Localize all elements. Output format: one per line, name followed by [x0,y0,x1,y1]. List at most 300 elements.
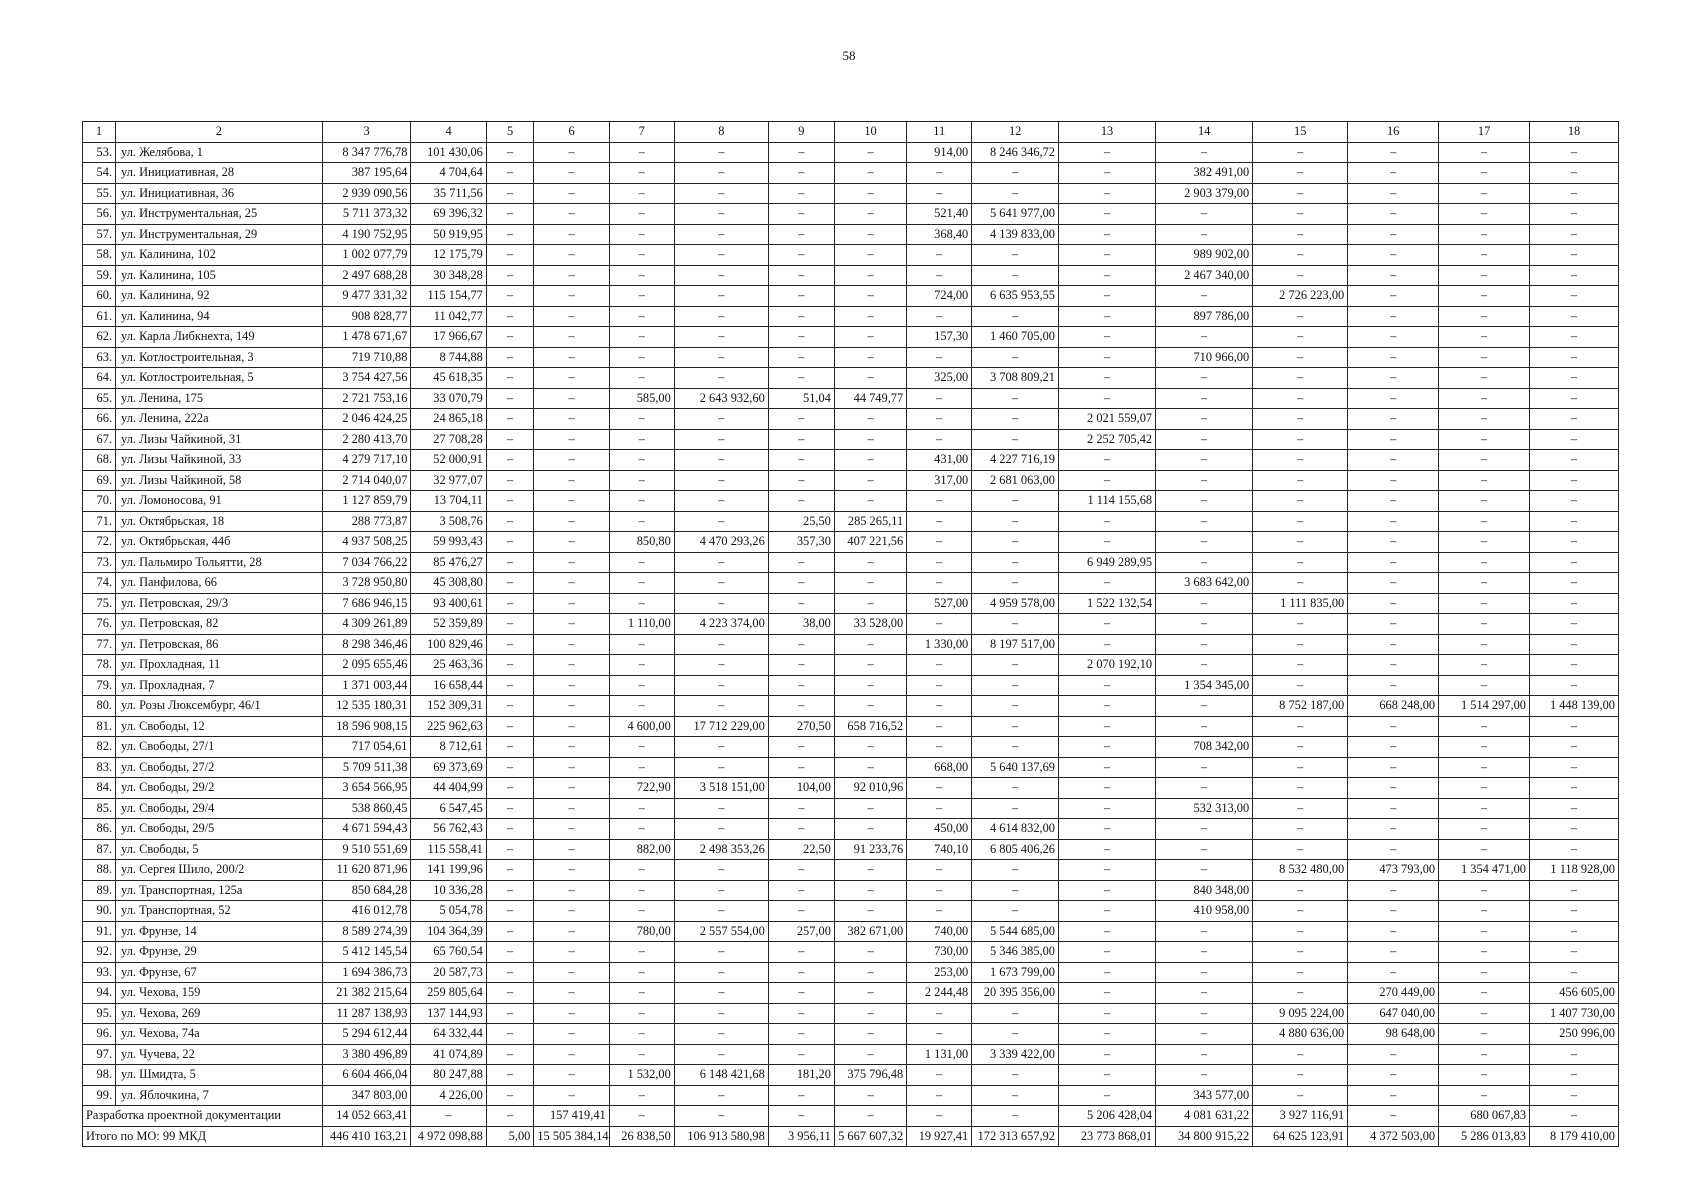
table-row [83,675,1619,696]
value-cell: 24 865,18 [411,409,486,430]
empty-cell: – [1439,429,1530,450]
empty-cell: – [609,655,674,676]
empty-cell: – [1253,1085,1348,1106]
empty-cell: – [1439,573,1530,594]
empty-cell: – [1439,368,1530,389]
value-cell: 1 371 003,44 [322,675,411,696]
row-index: 54. [83,163,116,184]
value-cell: 1 114 155,68 [1059,491,1156,512]
empty-cell: – [534,511,609,532]
empty-cell: – [534,942,609,963]
value-cell: 1 110,00 [609,614,674,635]
value-cell: 317,00 [907,470,972,491]
empty-cell: – [972,306,1059,327]
empty-cell: – [1156,716,1253,737]
value-cell: 30 348,28 [411,265,486,286]
empty-cell: – [486,368,534,389]
empty-cell: – [1059,716,1156,737]
empty-cell: – [674,327,768,348]
empty-cell: – [1253,306,1348,327]
empty-cell: – [1156,1065,1253,1086]
empty-cell: – [1059,798,1156,819]
column-number: 3 [322,122,411,143]
empty-cell: – [1253,368,1348,389]
empty-cell: – [972,245,1059,266]
value-cell: 416 012,78 [322,901,411,922]
empty-cell: – [1348,921,1439,942]
address-cell: ул. Калинина, 92 [116,286,323,307]
empty-cell: – [609,204,674,225]
empty-cell: – [534,1003,609,1024]
value-cell: 722,90 [609,778,674,799]
empty-cell: – [534,245,609,266]
value-cell: 270,50 [768,716,834,737]
summary-value-cell: 157 419,41 [534,1106,609,1127]
empty-cell: – [768,327,834,348]
empty-cell: – [1439,962,1530,983]
table-row [83,716,1619,737]
empty-cell: – [907,737,972,758]
empty-cell: – [1059,696,1156,717]
empty-cell: – [1059,327,1156,348]
empty-cell: – [1439,737,1530,758]
empty-cell: – [1530,778,1619,799]
empty-cell: – [674,634,768,655]
empty-cell: – [486,860,534,881]
empty-cell: – [1530,388,1619,409]
address-cell: ул. Петровская, 29/3 [116,593,323,614]
empty-cell: – [1156,224,1253,245]
value-cell: 5 640 137,69 [972,757,1059,778]
empty-cell: – [534,716,609,737]
value-cell: 104,00 [768,778,834,799]
empty-cell: – [972,183,1059,204]
table-row [83,901,1619,922]
address-cell: ул. Свободы, 5 [116,839,323,860]
empty-cell: – [486,798,534,819]
empty-cell: – [1253,962,1348,983]
value-cell: 4 309 261,89 [322,614,411,635]
table-row [83,983,1619,1004]
empty-cell: – [609,860,674,881]
row-index: 78. [83,655,116,676]
table-row [83,286,1619,307]
empty-cell: – [609,368,674,389]
value-cell: 8 712,61 [411,737,486,758]
empty-cell: – [1530,942,1619,963]
table-row [83,204,1619,225]
row-index: 90. [83,901,116,922]
empty-cell: – [768,368,834,389]
empty-cell: – [674,491,768,512]
empty-cell: – [486,450,534,471]
empty-cell: – [1348,347,1439,368]
row-index: 69. [83,470,116,491]
summary-value-cell: 680 067,83 [1439,1106,1530,1127]
empty-cell: – [674,163,768,184]
empty-cell: – [1348,245,1439,266]
empty-cell: – [907,880,972,901]
empty-cell: – [609,286,674,307]
empty-cell: – [674,860,768,881]
empty-cell: – [1253,1044,1348,1065]
empty-cell: – [1348,286,1439,307]
value-cell: 64 332,44 [411,1024,486,1045]
empty-cell: – [534,839,609,860]
empty-cell: – [1530,450,1619,471]
empty-cell: – [1156,778,1253,799]
empty-cell: – [674,306,768,327]
value-cell: 2 497 688,28 [322,265,411,286]
empty-cell: – [534,593,609,614]
empty-cell: – [1156,757,1253,778]
value-cell: 647 040,00 [1348,1003,1439,1024]
address-cell: ул. Сергея Шило, 200/2 [116,860,323,881]
empty-cell: – [1156,491,1253,512]
empty-cell: – [972,552,1059,573]
empty-cell: – [768,429,834,450]
value-cell: 9 510 551,69 [322,839,411,860]
empty-cell: – [534,675,609,696]
empty-cell: – [768,409,834,430]
value-cell: 4 190 752,95 [322,224,411,245]
table-row [83,368,1619,389]
empty-cell: – [609,1106,674,1127]
address-cell: ул. Свободы, 27/1 [116,737,323,758]
value-cell: 914,00 [907,142,972,163]
empty-cell: – [534,1044,609,1065]
empty-cell: – [972,798,1059,819]
address-cell: ул. Свободы, 29/5 [116,819,323,840]
value-cell: 13 704,11 [411,491,486,512]
value-cell: 80 247,88 [411,1065,486,1086]
empty-cell: – [1530,532,1619,553]
value-cell: 1 111 835,00 [1253,593,1348,614]
empty-cell: – [1253,634,1348,655]
value-cell: 50 919,95 [411,224,486,245]
empty-cell: – [674,368,768,389]
empty-cell: – [674,819,768,840]
empty-cell: – [972,880,1059,901]
empty-cell: – [1059,860,1156,881]
empty-cell: – [1156,819,1253,840]
value-cell: 18 596 908,15 [322,716,411,737]
empty-cell: – [609,962,674,983]
empty-cell: – [1156,593,1253,614]
empty-cell: – [674,347,768,368]
empty-cell: – [609,224,674,245]
empty-cell: – [1253,614,1348,635]
empty-cell: – [1059,204,1156,225]
empty-cell: – [834,675,906,696]
empty-cell: – [486,429,534,450]
column-number: 16 [1348,122,1439,143]
empty-cell: – [972,614,1059,635]
summary-value-cell: 14 052 663,41 [322,1106,411,1127]
summary-value-cell: 19 927,41 [907,1126,972,1147]
address-cell: ул. Свободы, 29/4 [116,798,323,819]
empty-cell: – [609,675,674,696]
row-index: 85. [83,798,116,819]
empty-cell: – [907,716,972,737]
value-cell: 4 139 833,00 [972,224,1059,245]
row-index: 55. [83,183,116,204]
empty-cell: – [534,860,609,881]
empty-cell: – [1530,1044,1619,1065]
empty-cell: – [609,901,674,922]
empty-cell: – [1253,675,1348,696]
empty-cell: – [609,163,674,184]
empty-cell: – [1348,491,1439,512]
empty-cell: – [1439,839,1530,860]
empty-cell: – [609,819,674,840]
value-cell: 2 021 559,07 [1059,409,1156,430]
value-cell: 104 364,39 [411,921,486,942]
empty-cell: – [1348,1044,1439,1065]
empty-cell: – [1059,450,1156,471]
capital-repair-table [82,121,1619,1147]
empty-cell: – [834,757,906,778]
empty-cell: – [1530,163,1619,184]
address-cell: ул. Прохладная, 7 [116,675,323,696]
value-cell: 12 175,79 [411,245,486,266]
empty-cell: – [768,983,834,1004]
empty-cell: – [1348,368,1439,389]
empty-cell: – [1253,347,1348,368]
row-index: 65. [83,388,116,409]
empty-cell: – [1253,880,1348,901]
value-cell: 780,00 [609,921,674,942]
empty-cell: – [1156,634,1253,655]
value-cell: 4 279 717,10 [322,450,411,471]
value-cell: 2 280 413,70 [322,429,411,450]
empty-cell: – [834,696,906,717]
row-index: 99. [83,1085,116,1106]
empty-cell: – [1253,921,1348,942]
value-cell: 1 460 705,00 [972,327,1059,348]
address-cell: ул. Лизы Чайкиной, 58 [116,470,323,491]
value-cell: 11 287 138,93 [322,1003,411,1024]
empty-cell: – [486,1106,534,1127]
empty-cell: – [1439,224,1530,245]
empty-cell: – [674,450,768,471]
empty-cell: – [1348,1085,1439,1106]
empty-cell: – [1059,347,1156,368]
empty-cell: – [486,1065,534,1086]
empty-cell: – [1439,819,1530,840]
summary-value-cell: 34 800 915,22 [1156,1126,1253,1147]
empty-cell: – [674,737,768,758]
empty-cell: – [486,347,534,368]
value-cell: 740,00 [907,921,972,942]
empty-cell: – [834,1044,906,1065]
value-cell: 35 711,56 [411,183,486,204]
empty-cell: – [1439,163,1530,184]
value-cell: 710 966,00 [1156,347,1253,368]
table-row [83,347,1619,368]
value-cell: 52 000,91 [411,450,486,471]
empty-cell: – [674,552,768,573]
value-cell: 521,40 [907,204,972,225]
value-cell: 257,00 [768,921,834,942]
row-index: 82. [83,737,116,758]
empty-cell: – [486,183,534,204]
row-index: 86. [83,819,116,840]
empty-cell: – [1059,983,1156,1004]
empty-cell: – [534,286,609,307]
empty-cell: – [834,429,906,450]
address-cell: ул. Шмидта, 5 [116,1065,323,1086]
empty-cell: – [674,1003,768,1024]
empty-cell: – [768,696,834,717]
empty-cell: – [534,1085,609,1106]
row-index: 81. [83,716,116,737]
empty-cell: – [972,409,1059,430]
value-cell: 98 648,00 [1348,1024,1439,1045]
empty-cell: – [1439,778,1530,799]
empty-cell: – [1348,142,1439,163]
empty-cell: – [907,245,972,266]
empty-cell: – [1156,204,1253,225]
empty-cell: – [1348,675,1439,696]
empty-cell: – [1253,470,1348,491]
empty-cell: – [834,655,906,676]
empty-cell: – [1530,737,1619,758]
row-index: 75. [83,593,116,614]
value-cell: 2 681 063,00 [972,470,1059,491]
empty-cell: – [834,942,906,963]
empty-cell: – [1156,511,1253,532]
value-cell: 100 829,46 [411,634,486,655]
empty-cell: – [1253,183,1348,204]
empty-cell: – [674,962,768,983]
column-number: 1 [83,122,116,143]
empty-cell: – [534,327,609,348]
empty-cell: – [1348,204,1439,225]
summary-label: Разработка проектной документации [83,1106,323,1127]
empty-cell: – [486,880,534,901]
empty-cell: – [768,655,834,676]
table-row [83,1003,1619,1024]
table-row [83,183,1619,204]
empty-cell: – [1530,614,1619,635]
empty-cell: – [768,962,834,983]
empty-cell: – [486,388,534,409]
empty-cell: – [834,327,906,348]
empty-cell: – [834,819,906,840]
empty-cell: – [1253,573,1348,594]
empty-cell: – [768,306,834,327]
empty-cell: – [834,880,906,901]
empty-cell: – [1348,429,1439,450]
value-cell: 8 744,88 [411,347,486,368]
empty-cell: – [674,573,768,594]
empty-cell: – [486,901,534,922]
empty-cell: – [674,655,768,676]
value-cell: 69 396,32 [411,204,486,225]
empty-cell: – [1348,183,1439,204]
row-index: 96. [83,1024,116,1045]
value-cell: 2 252 705,42 [1059,429,1156,450]
value-cell: 2 046 424,25 [322,409,411,430]
table-row [83,245,1619,266]
value-cell: 1 354 345,00 [1156,675,1253,696]
empty-cell: – [1530,470,1619,491]
empty-cell: – [1059,819,1156,840]
empty-cell: – [1530,409,1619,430]
empty-cell: – [674,1024,768,1045]
value-cell: 51,04 [768,388,834,409]
address-cell: ул. Свободы, 29/2 [116,778,323,799]
row-index: 66. [83,409,116,430]
empty-cell: – [1348,327,1439,348]
empty-cell: – [674,286,768,307]
table-row [83,409,1619,430]
empty-cell: – [1059,163,1156,184]
empty-cell: – [534,737,609,758]
value-cell: 1 532,00 [609,1065,674,1086]
value-cell: 407 221,56 [834,532,906,553]
empty-cell: – [486,245,534,266]
empty-cell: – [1348,1065,1439,1086]
column-number: 17 [1439,122,1530,143]
value-cell: 2 903 379,00 [1156,183,1253,204]
table-row [83,1085,1619,1106]
empty-cell: – [1059,368,1156,389]
empty-cell: – [834,306,906,327]
table-row [83,880,1619,901]
value-cell: 2 726 223,00 [1253,286,1348,307]
empty-cell: – [1439,450,1530,471]
empty-cell: – [1348,942,1439,963]
value-cell: 882,00 [609,839,674,860]
empty-cell: – [674,511,768,532]
value-cell: 4 227 716,19 [972,450,1059,471]
value-cell: 3 708 809,21 [972,368,1059,389]
empty-cell: – [1253,901,1348,922]
empty-cell: – [1439,532,1530,553]
empty-cell: – [1059,388,1156,409]
empty-cell: – [486,696,534,717]
empty-cell: – [834,962,906,983]
empty-cell: – [1348,163,1439,184]
summary-value-cell: 3 927 116,91 [1253,1106,1348,1127]
empty-cell: – [1059,634,1156,655]
empty-cell: – [1348,573,1439,594]
empty-cell: – [1348,962,1439,983]
empty-cell: – [486,983,534,1004]
empty-cell: – [907,532,972,553]
empty-cell: – [907,491,972,512]
empty-cell: – [609,245,674,266]
value-cell: 93 400,61 [411,593,486,614]
value-cell: 3 518 151,00 [674,778,768,799]
empty-cell: – [1156,614,1253,635]
empty-cell: – [1253,552,1348,573]
empty-cell: – [1348,409,1439,430]
value-cell: 8 752 187,00 [1253,696,1348,717]
row-index: 87. [83,839,116,860]
value-cell: 22,50 [768,839,834,860]
empty-cell: – [486,1085,534,1106]
empty-cell: – [486,921,534,942]
empty-cell: – [534,347,609,368]
value-cell: 33 528,00 [834,614,906,635]
empty-cell: – [486,204,534,225]
value-cell: 4 704,64 [411,163,486,184]
value-cell: 1 354 471,00 [1439,860,1530,881]
address-cell: ул. Ленина, 175 [116,388,323,409]
